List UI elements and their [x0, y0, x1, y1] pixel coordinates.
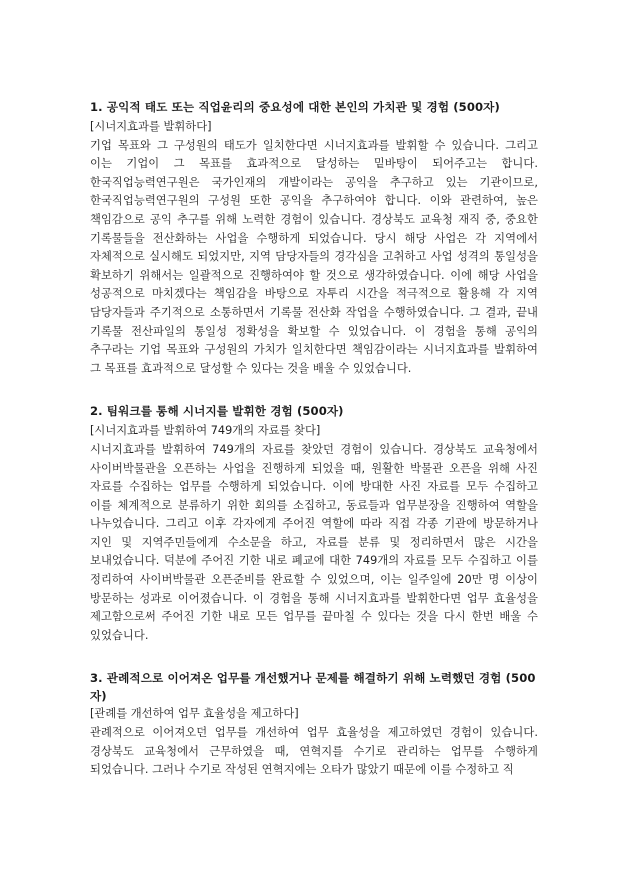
section-3-subtitle: [관례를 개선하여 업무 효율성을 제고하다]: [90, 707, 299, 721]
section-1-body: 기업 목표와 그 구성원의 태도가 일치한다면 시너지효과를 발휘할 수 있습니다. 그리고 이는 기업이 그 목표를 효과적으로 달성하는 밑바탕이 되어주고는 합니다. 한국직업능력연구원은 국가인재의 개발이라는 공익을 추구하고 있는 기관이므로, 한국직업능력연구원의 구성원 또한 공익을 추구하여야 합니다. 이와 관련하여, 높은 책임감으로 공익 추구를 위해 노력한 경험이 있습니다. 경상북도 교육청 재직 중, 중요한 기록물들을 전산화하는 사업을 수행하게 되었습니다. 당시 해당 사업은 각 지역에서 자체적으로 실시해도 되었지만, 지역 담당자들의 경각심을 고취하고 사업 성격의 통일성을 확보하기 위해서는 일괄적으로 진행하여야 할 것으로 생각하였습니다. 이에 해당 사업을 성공적으로 마치겠다는 책임감을 바탕으로 자투리 시간을 적극적으로 활용해 각 지역 담당자들과 주기적으로 소통하면서 기록물 전산화 작업을 수행하였습니다. 그 결과, 끝내 기록물 전산파일의 통일성 정확성을 확보할 수 있었습니다. 이 경험을 통해 공익의 추구라는 기업 목표와 구성원의 가치가 일치한다면 책임감이라는 시너지효과를 발휘하여 그 목표를 효과적으로 달성할 수 있다는 것을 배울 수 있었습니다.: [90, 138, 538, 375]
section-3-body: 관례적으로 이어져오던 업무를 개선하여 업무 효율성을 제고하였던 경험이 있습니다. 경상북도 교육청에서 근무하였을 때, 연혁지를 수기로 관리하는 업무를 수행하게 되었습니다. 그러나 수기로 작성된 연혁지에는 오타가 많았기 때문에 이를 수정하고 직: [90, 726, 538, 777]
section-1-title: 1. 공익적 태도 또는 직업윤리의 중요성에 대한 본인의 가치관 및 경험 (500자): [90, 100, 500, 114]
section-1-subtitle: [시너지효과를 발휘하다]: [90, 120, 212, 133]
section-2: [90, 402, 538, 645]
document-content: [90, 98, 538, 804]
section-1: [90, 98, 538, 378]
section-2-title: 2. 팀워크를 통해 시너지를 발휘한 경험 (500자): [90, 404, 344, 419]
section-3-title: 3. 관례적으로 이어져온 업무를 개선했거나 문제를 해결하기 위해 노력했던 경험 (500자): [90, 671, 536, 704]
section-2-subtitle: [시너지효과를 발휘하여 749개의 자료를 찾다]: [90, 424, 321, 438]
section-3: [90, 669, 538, 779]
section-2-body: 시너지효과를 발휘하여 749개의 자료를 찾았던 경험이 있습니다. 경상북도 교육청에서 사이버박물관을 오픈하는 사업을 진행하게 되었을 때, 원활한 박물관 오픈을 위해 사진 자료를 수집하는 업무를 수행하게 되었습니다. 이에 방대한 사진 자료를 모두 수집하고 이를 체계적으로 분류하기 위한 회의를 소집하고, 동료들과 업무분장을 진행하여 역할을 나누었습니다. 그리고 이후 각자에게 주어진 역할에 따라 직접 각종 기관에 방문하거나 지인 및 지역주민들에게 수소문을 하고, 자료를 분류 및 정리하면서 많은 시간을 보내었습니다. 덕분에 주어진 기한 내로 폐교에 대한 749개의 자료를 모두 수집하고 이를 정리하여 사이버박물관 오픈준비를 완료할 수 있었으며, 이는 일주일에 20만 명 이상이 방문하는 성과로 이어졌습니다. 이 경험을 통해 시너지효과를 발휘한다면 업무 효율성을 제고함으로써 주어진 기한 내로 모든 업무를 끝마칠 수 있다는 것을 다시 한번 배울 수 있었습니다.: [90, 442, 538, 642]
